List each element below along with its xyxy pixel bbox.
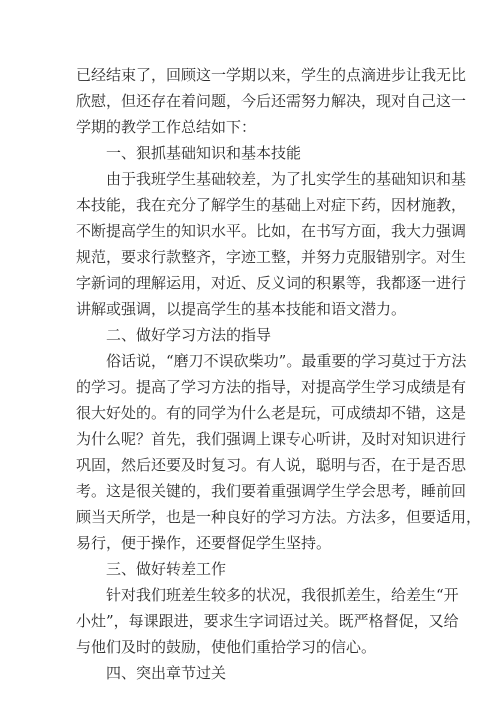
section-heading-2: 二、做好学习方法的指导 xyxy=(106,326,272,344)
section-heading-4: 四、突出章节过关 xyxy=(106,664,227,682)
paragraph-line: 讲解或强调，以提高学生的基本技能和语文潜力。 xyxy=(76,300,407,318)
paragraph-line: 字新词的理解运用，对近、反义词的积累等，我都逐一进行 xyxy=(76,274,467,292)
paragraph-line: 针对我们班差生较多的状况，我很抓差生，给差生“开 xyxy=(106,586,459,604)
paragraph-line: 的学习。提高了学习方法的指导，对提高学生学习成绩是有 xyxy=(76,378,467,396)
paragraph-line: 已经结束了，回顾这一学期以来，学生的点滴进步让我无比 xyxy=(76,66,467,84)
paragraph-line: 学期的教学工作总结如下： xyxy=(76,118,257,136)
paragraph-line: 不断提高学生的知识水平。比如，在书写方面，我大力强调 xyxy=(76,222,467,240)
paragraph-line: 俗话说，“磨刀不误砍柴功”。最重要的学习莫过于方法 xyxy=(106,352,467,370)
paragraph-line: 顾当天所学，也是一种良好的学习方法。方法多，但要适用， xyxy=(76,508,482,526)
paragraph-line: 规范，要求行款整齐，字迹工整，并努力克服错别字。对生 xyxy=(76,248,467,266)
paragraph-line: 为什么呢？首先，我们强调上课专心听讲，及时对知识进行 xyxy=(76,430,467,448)
paragraph-line: 易行，便于操作，还要督促学生坚持。 xyxy=(76,534,332,552)
paragraph-line: 与他们及时的鼓励，使他们重拾学习的信心。 xyxy=(76,638,377,656)
paragraph-line: 本技能，我在充分了解学生的基础上对症下药，因材施教， xyxy=(76,196,467,214)
section-heading-1: 一、狠抓基础知识和基本技能 xyxy=(106,144,302,162)
paragraph-line: 小灶”，每课跟进，要求生字词语过关。既严格督促，又给 xyxy=(76,612,459,630)
paragraph-line: 欣慰，但还存在着问题，今后还需努力解决，现对自己这一 xyxy=(76,92,467,110)
paragraph-line: 由于我班学生基础较差，为了扎实学生的基础知识和基 xyxy=(106,170,467,188)
paragraph-line: 很大好处的。有的同学为什么老是玩，可成绩却不错，这是 xyxy=(76,404,467,422)
section-heading-3: 三、做好转差工作 xyxy=(106,560,227,578)
paragraph-line: 考。这是很关键的，我们要着重强调学生学会思考，睡前回 xyxy=(76,482,467,500)
paragraph-line: 巩固，然后还要及时复习。有人说，聪明与否，在于是否思 xyxy=(76,456,467,474)
